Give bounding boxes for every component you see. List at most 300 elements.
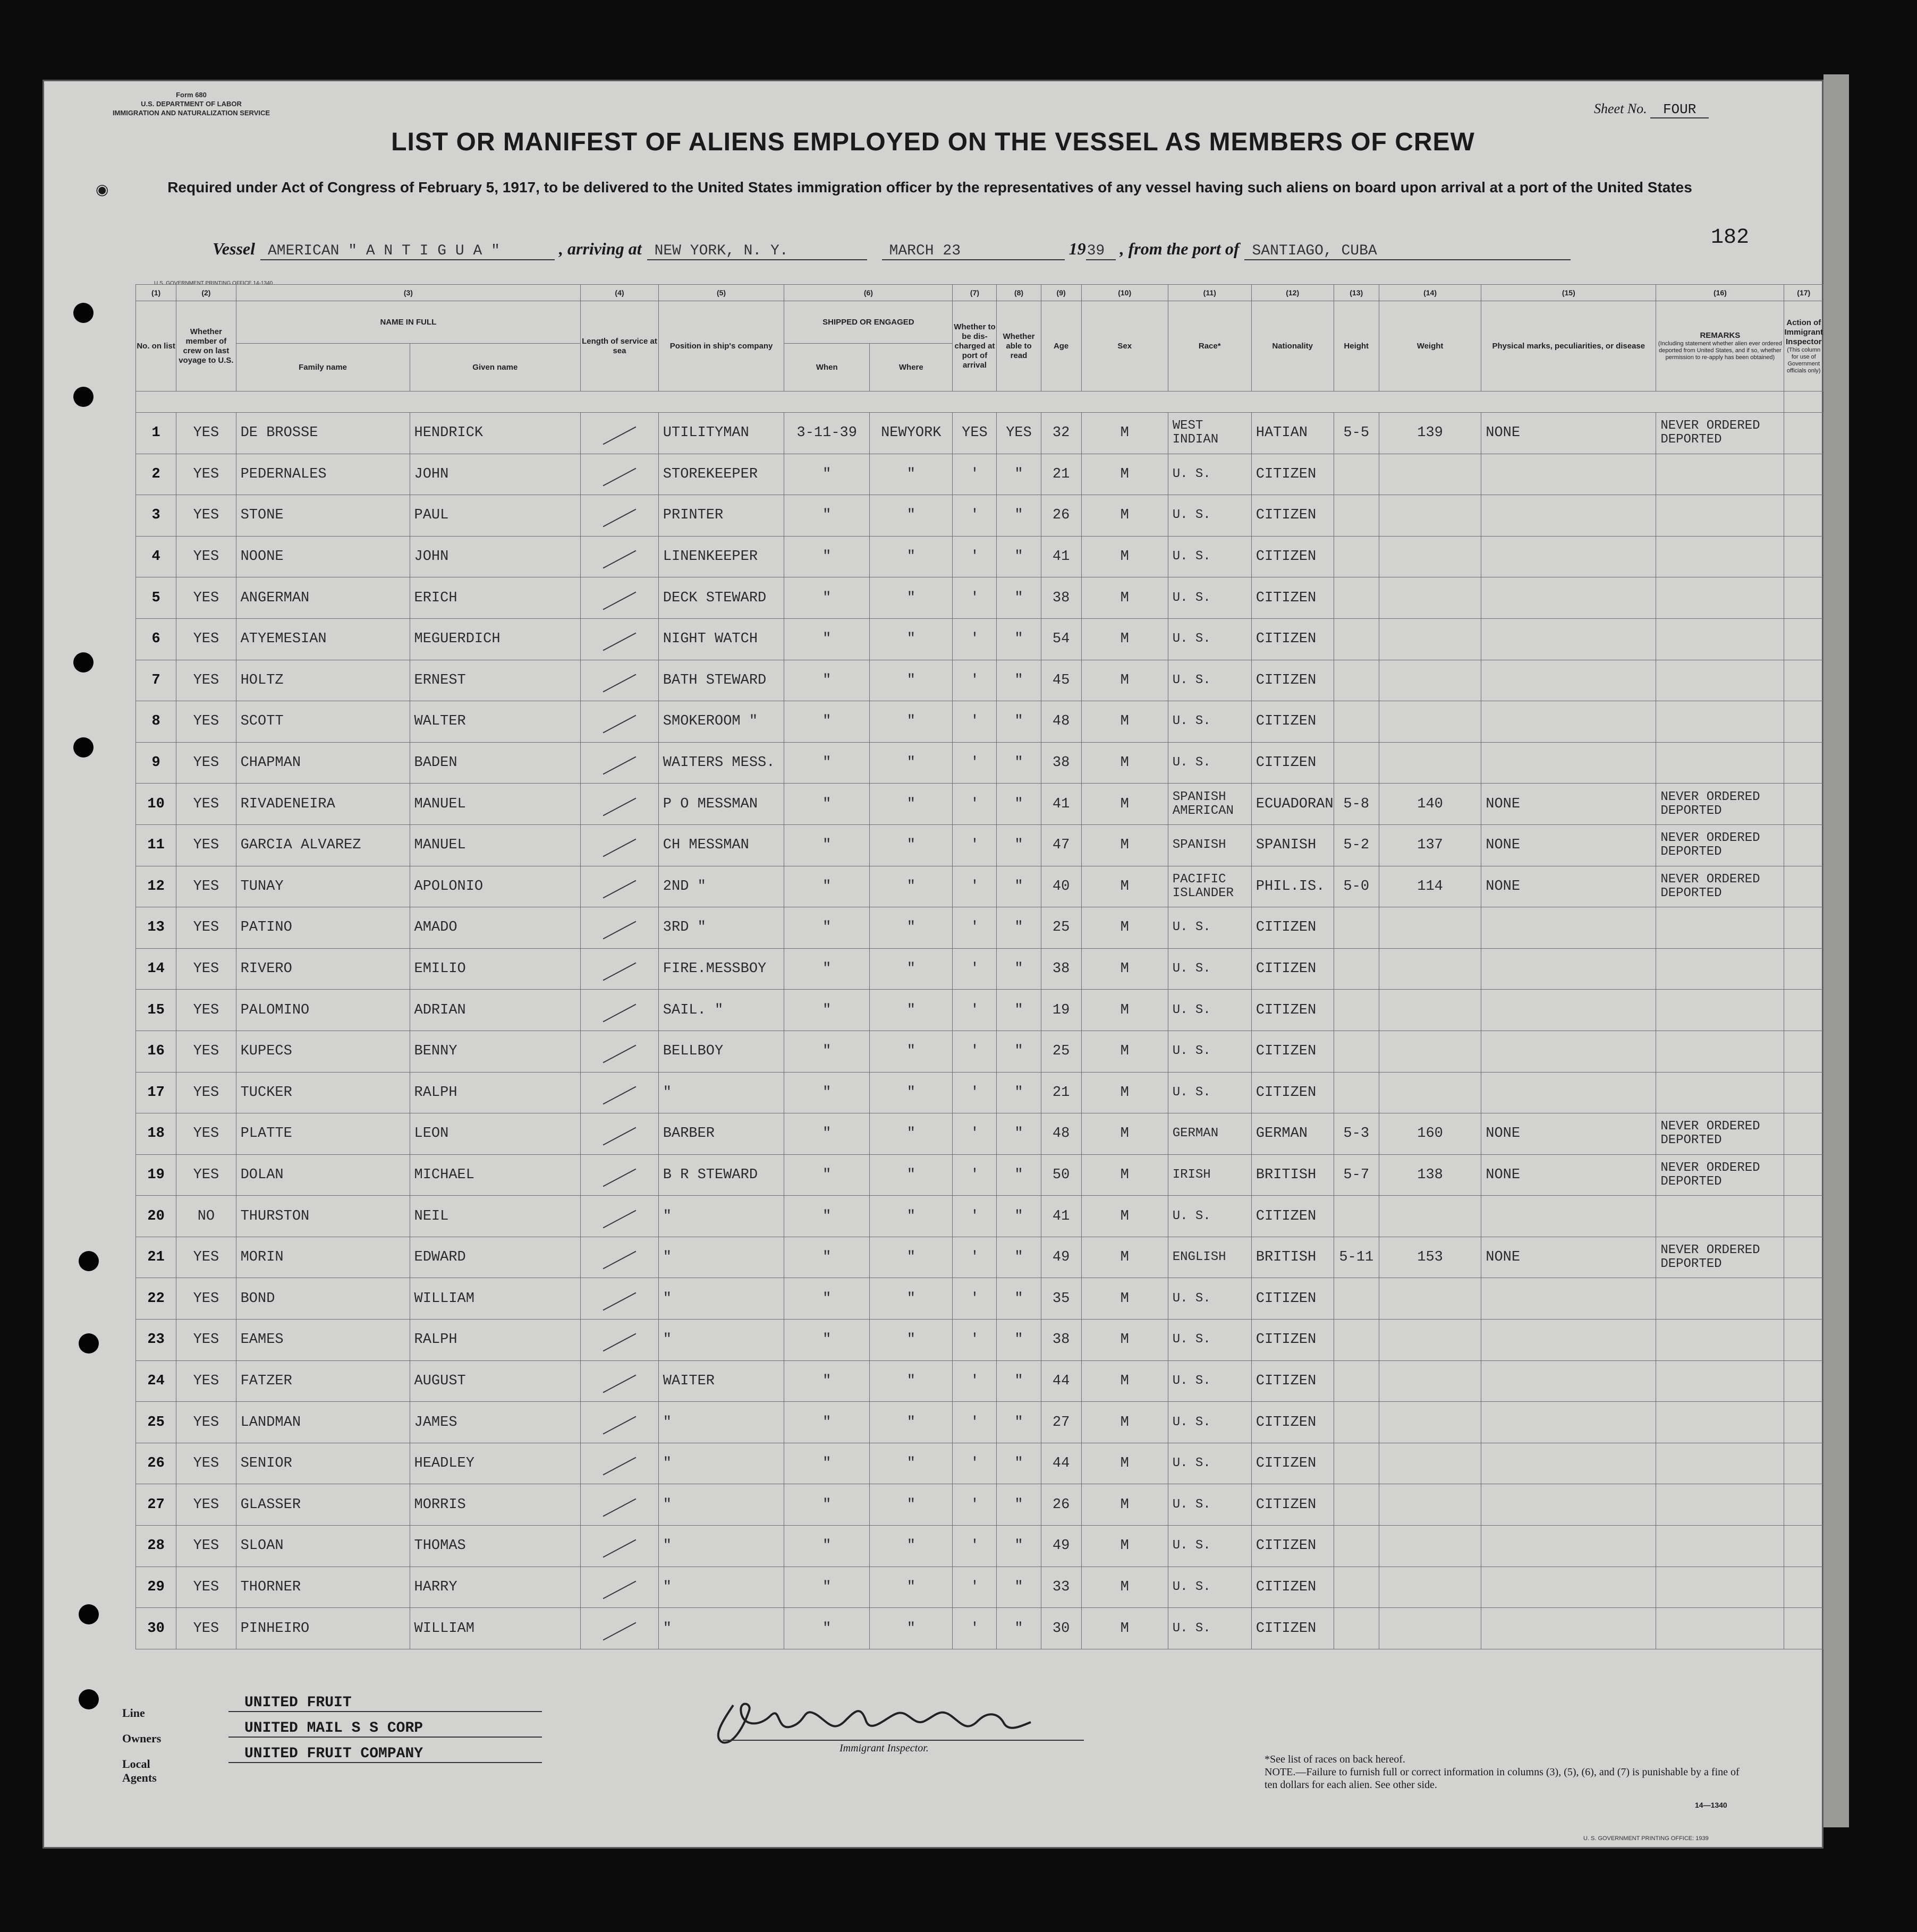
cell-read: " <box>997 1196 1041 1237</box>
cell-nat: BRITISH <box>1251 1237 1334 1278</box>
cell-height: 5-2 <box>1334 824 1379 866</box>
cell-phys: NONE <box>1481 1113 1656 1155</box>
tick-mark-icon <box>603 591 637 610</box>
cell-disch: ' <box>953 1320 997 1361</box>
tick-mark-icon <box>603 1457 637 1476</box>
cell-phys <box>1481 1402 1656 1443</box>
cell-weight <box>1379 1196 1481 1237</box>
cell-nat: GERMAN <box>1251 1113 1334 1155</box>
tick-mark-icon <box>603 1292 637 1310</box>
cell-remarks <box>1656 618 1784 660</box>
table-row <box>136 742 1823 784</box>
table-row <box>136 784 1823 825</box>
binder-hole-icon <box>73 652 94 673</box>
length-service-tick <box>581 948 659 990</box>
table-row <box>136 1443 1823 1484</box>
cell-phys <box>1481 1031 1656 1072</box>
cell-action <box>1784 948 1823 990</box>
cell-position: DECK STEWARD <box>658 577 784 619</box>
cell-action <box>1784 1320 1823 1361</box>
cell-last: YES <box>176 454 236 495</box>
cell-nat: CITIZEN <box>1251 495 1334 537</box>
cell-read: " <box>997 948 1041 990</box>
cell-sex: M <box>1081 536 1168 577</box>
cell-age: 27 <box>1041 1402 1081 1443</box>
cell-no: 23 <box>136 1320 176 1361</box>
cell-read: " <box>997 618 1041 660</box>
cell-family: RIVERO <box>236 948 410 990</box>
cell-no: 7 <box>136 660 176 701</box>
cell-given: RALPH <box>410 1320 581 1361</box>
cell-last: YES <box>176 577 236 619</box>
cell-age: 48 <box>1041 1113 1081 1155</box>
cell-read: " <box>997 701 1041 743</box>
cell-phys: NONE <box>1481 413 1656 454</box>
cell-action <box>1784 701 1823 743</box>
cell-position: " <box>658 1443 784 1484</box>
cell-last: YES <box>176 1154 236 1196</box>
sheet-number-label: Sheet No. <box>1594 101 1647 116</box>
form-identifier <box>101 90 282 117</box>
cell-age: 38 <box>1041 577 1081 619</box>
cell-sex: M <box>1081 1526 1168 1567</box>
table-row <box>136 536 1823 577</box>
tick-mark-icon <box>603 468 637 487</box>
bullet-icon: ◉ <box>96 181 109 198</box>
cell-nat: CITIZEN <box>1251 948 1334 990</box>
cell-disch: ' <box>953 990 997 1031</box>
cell-remarks <box>1656 701 1784 743</box>
cell-height <box>1334 1484 1379 1526</box>
cell-nat: CITIZEN <box>1251 1278 1334 1320</box>
form-number: Form 680 <box>176 91 207 99</box>
tick-mark-icon <box>603 1086 637 1104</box>
cell-remarks <box>1656 1072 1784 1113</box>
cell-remarks: NEVER ORDERED DEPORTED <box>1656 1154 1784 1196</box>
cell-no: 6 <box>136 618 176 660</box>
cell-age: 45 <box>1041 660 1081 701</box>
cell-nat: CITIZEN <box>1251 1567 1334 1608</box>
length-service-tick <box>581 577 659 619</box>
cell-action <box>1784 618 1823 660</box>
cell-race: U. S. <box>1168 1072 1251 1113</box>
cell-last: YES <box>176 1072 236 1113</box>
cell-height <box>1334 701 1379 743</box>
cell-nat: CITIZEN <box>1251 454 1334 495</box>
cell-phys <box>1481 701 1656 743</box>
cell-race: U. S. <box>1168 495 1251 537</box>
col-num-13: (13) <box>1334 285 1379 301</box>
cell-disch: ' <box>953 660 997 701</box>
cell-last: YES <box>176 1360 236 1402</box>
cell-nat: CITIZEN <box>1251 1360 1334 1402</box>
header-discharged: Whether to be dis-charged at port of arrival <box>953 301 997 391</box>
cell-sex: M <box>1081 742 1168 784</box>
cell-remarks <box>1656 1526 1784 1567</box>
agents-label: Local Agents <box>122 1757 157 1784</box>
cell-when: " <box>784 701 870 743</box>
cell-sex: M <box>1081 495 1168 537</box>
cell-age: 49 <box>1041 1526 1081 1567</box>
cell-when: " <box>784 577 870 619</box>
cell-read: " <box>997 1237 1041 1278</box>
cell-when: " <box>784 1031 870 1072</box>
cell-weight <box>1379 1526 1481 1567</box>
cell-position: " <box>658 1402 784 1443</box>
cell-height <box>1334 907 1379 949</box>
owners-value: UNITED MAIL S S CORP <box>228 1720 542 1738</box>
length-service-tick <box>581 1031 659 1072</box>
cell-when: " <box>784 495 870 537</box>
cell-phys <box>1481 495 1656 537</box>
header-action-note: (This column for use of Government officials only) <box>1787 346 1821 374</box>
cell-no: 14 <box>136 948 176 990</box>
cell-when: " <box>784 1526 870 1567</box>
cell-where: " <box>870 618 953 660</box>
cell-no: 17 <box>136 1072 176 1113</box>
cell-family: SENIOR <box>236 1443 410 1484</box>
cell-when: " <box>784 907 870 949</box>
cell-family: CHAPMAN <box>236 742 410 784</box>
cell-family: STONE <box>236 495 410 537</box>
signature-line <box>723 1740 1084 1741</box>
cell-given: EDWARD <box>410 1237 581 1278</box>
cell-weight: 160 <box>1379 1113 1481 1155</box>
cell-family: BOND <box>236 1278 410 1320</box>
cell-read: " <box>997 1402 1041 1443</box>
cell-remarks <box>1656 990 1784 1031</box>
cell-read: " <box>997 454 1041 495</box>
cell-given: MORRIS <box>410 1484 581 1526</box>
cell-action <box>1784 1154 1823 1196</box>
table-row <box>136 1526 1823 1567</box>
table-row <box>136 1154 1823 1196</box>
cell-action <box>1784 742 1823 784</box>
table-row <box>136 1072 1823 1113</box>
page-subtitle: Required under Act of Congress of February 5, 1917, to be delivered to the United States immigration officer by the representatives of any vessel having such aliens on board upon arrival at a port of the United States <box>167 179 1692 195</box>
cell-race: SPANISH AMERICAN <box>1168 784 1251 825</box>
cell-no: 24 <box>136 1360 176 1402</box>
cell-age: 25 <box>1041 907 1081 949</box>
cell-race: SPANISH <box>1168 824 1251 866</box>
tick-mark-icon <box>603 797 637 816</box>
cell-action <box>1784 577 1823 619</box>
cell-phys <box>1481 618 1656 660</box>
table-row <box>136 1196 1823 1237</box>
cell-remarks <box>1656 536 1784 577</box>
tick-mark-icon <box>603 1127 637 1146</box>
cell-disch: ' <box>953 1031 997 1072</box>
cell-no: 3 <box>136 495 176 537</box>
length-service-tick <box>581 1360 659 1402</box>
cell-action <box>1784 1278 1823 1320</box>
cell-nat: CITIZEN <box>1251 1484 1334 1526</box>
cell-last: YES <box>176 1443 236 1484</box>
length-service-tick <box>581 1567 659 1608</box>
cell-age: 54 <box>1041 618 1081 660</box>
cell-where: " <box>870 1567 953 1608</box>
cell-age: 26 <box>1041 1484 1081 1526</box>
cell-last: YES <box>176 1320 236 1361</box>
tick-mark-icon <box>603 880 637 899</box>
cell-disch: ' <box>953 495 997 537</box>
cell-remarks <box>1656 1320 1784 1361</box>
cell-height <box>1334 1360 1379 1402</box>
cell-given: BENNY <box>410 1031 581 1072</box>
length-service-tick <box>581 1237 659 1278</box>
cell-when: " <box>784 618 870 660</box>
tick-mark-icon <box>603 1622 637 1640</box>
cell-position: BELLBOY <box>658 1031 784 1072</box>
cell-height <box>1334 495 1379 537</box>
cell-sex: M <box>1081 866 1168 907</box>
cell-disch: ' <box>953 1567 997 1608</box>
table-row <box>136 1237 1823 1278</box>
cell-race: U. S. <box>1168 1320 1251 1361</box>
cell-given: EMILIO <box>410 948 581 990</box>
cell-last: YES <box>176 618 236 660</box>
note-failure: NOTE.—Failure to furnish full or correct information in columns (3), (5), (6), and (7) is punishable by a fine of ten dollars for each alien. See other side. <box>1265 1766 1740 1791</box>
cell-age: 38 <box>1041 742 1081 784</box>
print-office: U. S. GOVERNMENT PRINTING OFFICE: 1939 <box>1583 1835 1709 1842</box>
tick-mark-icon <box>603 921 637 940</box>
cell-disch: YES <box>953 413 997 454</box>
cell-action <box>1784 1484 1823 1526</box>
cell-race: U. S. <box>1168 618 1251 660</box>
header-remarks-title: REMARKS <box>1700 331 1741 340</box>
cell-disch: ' <box>953 1113 997 1155</box>
cell-last: YES <box>176 1402 236 1443</box>
cell-given: AUGUST <box>410 1360 581 1402</box>
cell-disch: ' <box>953 1608 997 1649</box>
cell-where: " <box>870 1031 953 1072</box>
cell-position: " <box>658 1567 784 1608</box>
cell-where: " <box>870 866 953 907</box>
cell-action <box>1784 1237 1823 1278</box>
cell-remarks: NEVER ORDERED DEPORTED <box>1656 1113 1784 1155</box>
cell-given: MICHAEL <box>410 1154 581 1196</box>
cell-phys <box>1481 536 1656 577</box>
cell-remarks <box>1656 1360 1784 1402</box>
cell-last: YES <box>176 413 236 454</box>
col-num-2: (2) <box>176 285 236 301</box>
cell-disch: ' <box>953 1443 997 1484</box>
cell-where: " <box>870 742 953 784</box>
cell-height <box>1334 1567 1379 1608</box>
cell-sex: M <box>1081 1320 1168 1361</box>
cell-nat: CITIZEN <box>1251 742 1334 784</box>
cell-given: ERICH <box>410 577 581 619</box>
header-family-name: Family name <box>236 344 410 391</box>
cell-height <box>1334 577 1379 619</box>
sheet-number-value: FOUR <box>1650 101 1709 118</box>
col-num-14: (14) <box>1379 285 1481 301</box>
cell-height: 5-7 <box>1334 1154 1379 1196</box>
cell-read: " <box>997 1113 1041 1155</box>
header-where: Where <box>870 344 953 391</box>
cell-position: " <box>658 1320 784 1361</box>
binder-hole-icon <box>79 1251 99 1271</box>
cell-phys <box>1481 1443 1656 1484</box>
cell-sex: M <box>1081 577 1168 619</box>
cell-disch: ' <box>953 701 997 743</box>
cell-height <box>1334 1402 1379 1443</box>
cell-age: 35 <box>1041 1278 1081 1320</box>
cell-phys <box>1481 742 1656 784</box>
table-row <box>136 907 1823 949</box>
cell-last: YES <box>176 1237 236 1278</box>
cell-remarks <box>1656 1278 1784 1320</box>
table-row <box>136 1360 1823 1402</box>
cell-action <box>1784 454 1823 495</box>
col-num-6: (6) <box>784 285 953 301</box>
cell-no: 8 <box>136 701 176 743</box>
cell-position: SMOKEROOM " <box>658 701 784 743</box>
cell-when: " <box>784 660 870 701</box>
binder-hole-icon <box>79 1689 99 1709</box>
cell-weight <box>1379 742 1481 784</box>
cell-last: YES <box>176 495 236 537</box>
cell-given: JOHN <box>410 454 581 495</box>
cell-last: YES <box>176 1484 236 1526</box>
service-name: IMMIGRATION AND NATURALIZATION SERVICE <box>112 109 270 117</box>
cell-position: NIGHT WATCH <box>658 618 784 660</box>
cell-race: U. S. <box>1168 1278 1251 1320</box>
cell-age: 21 <box>1041 454 1081 495</box>
cell-weight: 138 <box>1379 1154 1481 1196</box>
cell-phys: NONE <box>1481 784 1656 825</box>
cell-when: " <box>784 1443 870 1484</box>
cell-where: " <box>870 1402 953 1443</box>
cell-weight <box>1379 1443 1481 1484</box>
cell-action <box>1784 1402 1823 1443</box>
cell-disch: ' <box>953 742 997 784</box>
cell-height <box>1334 1072 1379 1113</box>
cell-race: U. S. <box>1168 1196 1251 1237</box>
cell-height: 5-8 <box>1334 784 1379 825</box>
cell-phys <box>1481 454 1656 495</box>
cell-where: " <box>870 1443 953 1484</box>
cell-given: ERNEST <box>410 660 581 701</box>
cell-family: GARCIA ALVAREZ <box>236 824 410 866</box>
cell-age: 32 <box>1041 413 1081 454</box>
length-service-tick <box>581 1113 659 1155</box>
cell-phys <box>1481 1567 1656 1608</box>
cell-height <box>1334 1031 1379 1072</box>
cell-race: U. S. <box>1168 1360 1251 1402</box>
cell-where: " <box>870 1320 953 1361</box>
cell-sex: M <box>1081 1196 1168 1237</box>
cell-position: " <box>658 1526 784 1567</box>
cell-disch: ' <box>953 907 997 949</box>
header-remarks <box>1656 301 1784 391</box>
cell-last: YES <box>176 536 236 577</box>
cell-sex: M <box>1081 824 1168 866</box>
cell-read: " <box>997 990 1041 1031</box>
cell-where: " <box>870 1237 953 1278</box>
cell-family: HOLTZ <box>236 660 410 701</box>
cell-nat: CITIZEN <box>1251 1031 1334 1072</box>
header-shipped-engaged: SHIPPED OR ENGAGED <box>784 301 953 344</box>
cell-remarks <box>1656 1031 1784 1072</box>
cell-sex: M <box>1081 1484 1168 1526</box>
cell-weight <box>1379 990 1481 1031</box>
cell-no: 11 <box>136 824 176 866</box>
cell-remarks <box>1656 907 1784 949</box>
length-service-tick <box>581 618 659 660</box>
cell-last: YES <box>176 824 236 866</box>
length-service-tick <box>581 866 659 907</box>
cell-position: " <box>658 1196 784 1237</box>
cell-last: YES <box>176 1113 236 1155</box>
cell-where: " <box>870 660 953 701</box>
cell-given: PAUL <box>410 495 581 537</box>
cell-when: " <box>784 1278 870 1320</box>
cell-sex: M <box>1081 454 1168 495</box>
length-service-tick <box>581 454 659 495</box>
cell-family: FATZER <box>236 1360 410 1402</box>
cell-no: 20 <box>136 1196 176 1237</box>
cell-weight: 139 <box>1379 413 1481 454</box>
cell-no: 21 <box>136 1237 176 1278</box>
cell-given: MANUEL <box>410 824 581 866</box>
col-num-8: (8) <box>997 285 1041 301</box>
length-service-tick <box>581 907 659 949</box>
cell-last: NO <box>176 1196 236 1237</box>
tick-mark-icon <box>603 715 637 734</box>
cell-family: NOONE <box>236 536 410 577</box>
cell-nat: CITIZEN <box>1251 660 1334 701</box>
cell-when: " <box>784 948 870 990</box>
cell-phys <box>1481 577 1656 619</box>
cell-where: " <box>870 1154 953 1196</box>
header-remarks-note: (Including statement whether alien ever ordered deported from United States, and if so, whether permission to re-apply has been obtained) <box>1658 341 1782 361</box>
cell-race: U. S. <box>1168 454 1251 495</box>
cell-remarks <box>1656 1443 1784 1484</box>
crew-table <box>135 284 1823 1649</box>
header-no-on-list: No. on list <box>136 301 176 391</box>
cell-action <box>1784 784 1823 825</box>
cell-race: U. S. <box>1168 1484 1251 1526</box>
agents-value: UNITED FRUIT COMPANY <box>228 1746 542 1763</box>
cell-age: 38 <box>1041 948 1081 990</box>
length-service-tick <box>581 1608 659 1649</box>
cell-weight: 140 <box>1379 784 1481 825</box>
table-row <box>136 1278 1823 1320</box>
cell-remarks <box>1656 1567 1784 1608</box>
cell-last: YES <box>176 784 236 825</box>
cell-phys <box>1481 1526 1656 1567</box>
length-service-tick <box>581 413 659 454</box>
cell-when: " <box>784 866 870 907</box>
cell-no: 25 <box>136 1402 176 1443</box>
cell-disch: ' <box>953 454 997 495</box>
cell-position: " <box>658 1484 784 1526</box>
cell-action <box>1784 660 1823 701</box>
vessel-line <box>213 239 1571 262</box>
cell-race: IRISH <box>1168 1154 1251 1196</box>
table-row <box>136 618 1823 660</box>
cell-race: U. S. <box>1168 948 1251 990</box>
cell-sex: M <box>1081 990 1168 1031</box>
col-num-10: (10) <box>1081 285 1168 301</box>
cell-given: JAMES <box>410 1402 581 1443</box>
cell-age: 33 <box>1041 1567 1081 1608</box>
table-row <box>136 1608 1823 1649</box>
cell-race: U. S. <box>1168 1443 1251 1484</box>
cell-phys <box>1481 660 1656 701</box>
cell-phys <box>1481 1608 1656 1649</box>
